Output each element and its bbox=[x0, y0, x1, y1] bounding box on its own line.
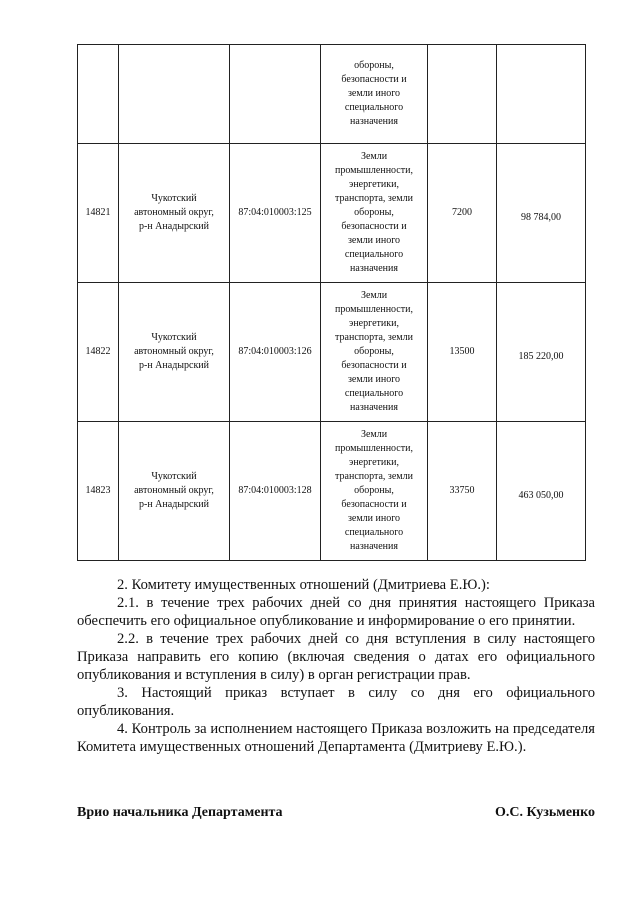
category-line: специального bbox=[344, 102, 404, 113]
category-line: транспорта, земли bbox=[335, 332, 413, 343]
price-value: 98 784,00 bbox=[521, 212, 561, 223]
category-line: энергетики, bbox=[349, 457, 399, 468]
cell-area bbox=[428, 45, 497, 144]
paragraph-2: 2. Комитету имущественных отношений (Дмитриева Е.Ю.): bbox=[117, 577, 490, 593]
category-line: обороны, bbox=[354, 485, 394, 496]
address-line: р-н Анадырский bbox=[139, 360, 209, 371]
category-line: безопасности и bbox=[341, 221, 407, 232]
category-line: промышленности, bbox=[335, 165, 413, 176]
category-line: безопасности и bbox=[341, 360, 407, 371]
category-line: энергетики, bbox=[349, 318, 399, 329]
category-line: обороны, bbox=[354, 60, 394, 71]
table-row bbox=[78, 45, 586, 144]
cell-cadastral bbox=[230, 45, 321, 144]
paragraph-2-1: 2.1. в течение трех рабочих дней со дня принятия настоящего Приказа обеспечить его официальное опубликование и информирование о его принятии. bbox=[77, 595, 595, 629]
category-line: земли иного bbox=[347, 374, 401, 385]
cell-cadastral: 87:04:010003:125 bbox=[230, 144, 321, 283]
cell-category bbox=[321, 144, 428, 283]
category-line: безопасности и bbox=[341, 74, 407, 85]
cell-area: 33750 bbox=[428, 422, 497, 561]
address-line: автономный округ, bbox=[134, 485, 214, 496]
cell-id bbox=[78, 45, 119, 144]
cell-address bbox=[119, 283, 230, 422]
land-plots-table bbox=[77, 44, 586, 561]
category-line: специального bbox=[344, 388, 404, 399]
address-line: Чукотский bbox=[151, 332, 197, 343]
category-line: назначения bbox=[350, 402, 398, 413]
category-line: назначения bbox=[350, 116, 398, 127]
cell-price bbox=[497, 422, 586, 561]
cell-price bbox=[497, 283, 586, 422]
address-line: автономный округ, bbox=[134, 207, 214, 218]
price-value: 463 050,00 bbox=[518, 490, 564, 501]
cell-address bbox=[119, 422, 230, 561]
cell-address bbox=[119, 45, 230, 144]
cell-id: 14821 bbox=[78, 144, 119, 283]
paragraph-3: 3. Настоящий приказ вступает в силу со дня его официального опубликования. bbox=[77, 685, 595, 719]
table-row bbox=[78, 422, 586, 561]
category-line: безопасности и bbox=[341, 499, 407, 510]
cell-cadastral: 87:04:010003:128 bbox=[230, 422, 321, 561]
table-row bbox=[78, 283, 586, 422]
category-line: Земли bbox=[360, 290, 388, 301]
category-line: промышленности, bbox=[335, 304, 413, 315]
category-line: Земли bbox=[360, 429, 388, 440]
signatory-name: О.С. Кузьменко bbox=[494, 805, 595, 820]
cell-category bbox=[321, 422, 428, 561]
category-line: Земли bbox=[360, 151, 388, 162]
category-line: обороны, bbox=[354, 346, 394, 357]
address-line: Чукотский bbox=[151, 193, 197, 204]
cell-area: 7200 bbox=[428, 144, 497, 283]
cell-id: 14822 bbox=[78, 283, 119, 422]
cell-category bbox=[321, 283, 428, 422]
paragraph-4: 4. Контроль за исполнением настоящего Приказа возложить на председателя Комитета имущественных отношений Департамента (Дмитриеву Е.Ю.). bbox=[77, 721, 595, 755]
address-line: автономный округ, bbox=[134, 346, 214, 357]
category-line: специального bbox=[344, 527, 404, 538]
category-line: назначения bbox=[350, 263, 398, 274]
signatory-position: Врио начальника Департамента bbox=[77, 805, 283, 820]
cell-category bbox=[321, 45, 428, 144]
address-line: р-н Анадырский bbox=[139, 221, 209, 232]
category-line: земли иного bbox=[347, 88, 401, 99]
price-value: 185 220,00 bbox=[518, 351, 564, 362]
cell-price bbox=[497, 144, 586, 283]
cell-price bbox=[497, 45, 586, 144]
category-line: назначения bbox=[350, 541, 398, 552]
category-line: обороны, bbox=[354, 207, 394, 218]
cell-id: 14823 bbox=[78, 422, 119, 561]
address-line: Чукотский bbox=[151, 471, 197, 482]
paragraph-2-2: 2.2. в течение трех рабочих дней со дня вступления в силу настоящего Приказа направить его копию (включая сведения о датах его официального опубликования и вступления в силу) в орган регистрации прав. bbox=[77, 631, 595, 683]
category-line: земли иного bbox=[347, 513, 401, 524]
cell-cadastral: 87:04:010003:126 bbox=[230, 283, 321, 422]
cell-area: 13500 bbox=[428, 283, 497, 422]
category-line: транспорта, земли bbox=[335, 193, 413, 204]
category-line: транспорта, земли bbox=[335, 471, 413, 482]
order-text bbox=[77, 576, 595, 756]
category-line: энергетики, bbox=[349, 179, 399, 190]
table-row bbox=[78, 144, 586, 283]
category-line: промышленности, bbox=[335, 443, 413, 454]
category-line: специального bbox=[344, 249, 404, 260]
cell-address bbox=[119, 144, 230, 283]
address-line: р-н Анадырский bbox=[139, 499, 209, 510]
category-line: земли иного bbox=[347, 235, 401, 246]
